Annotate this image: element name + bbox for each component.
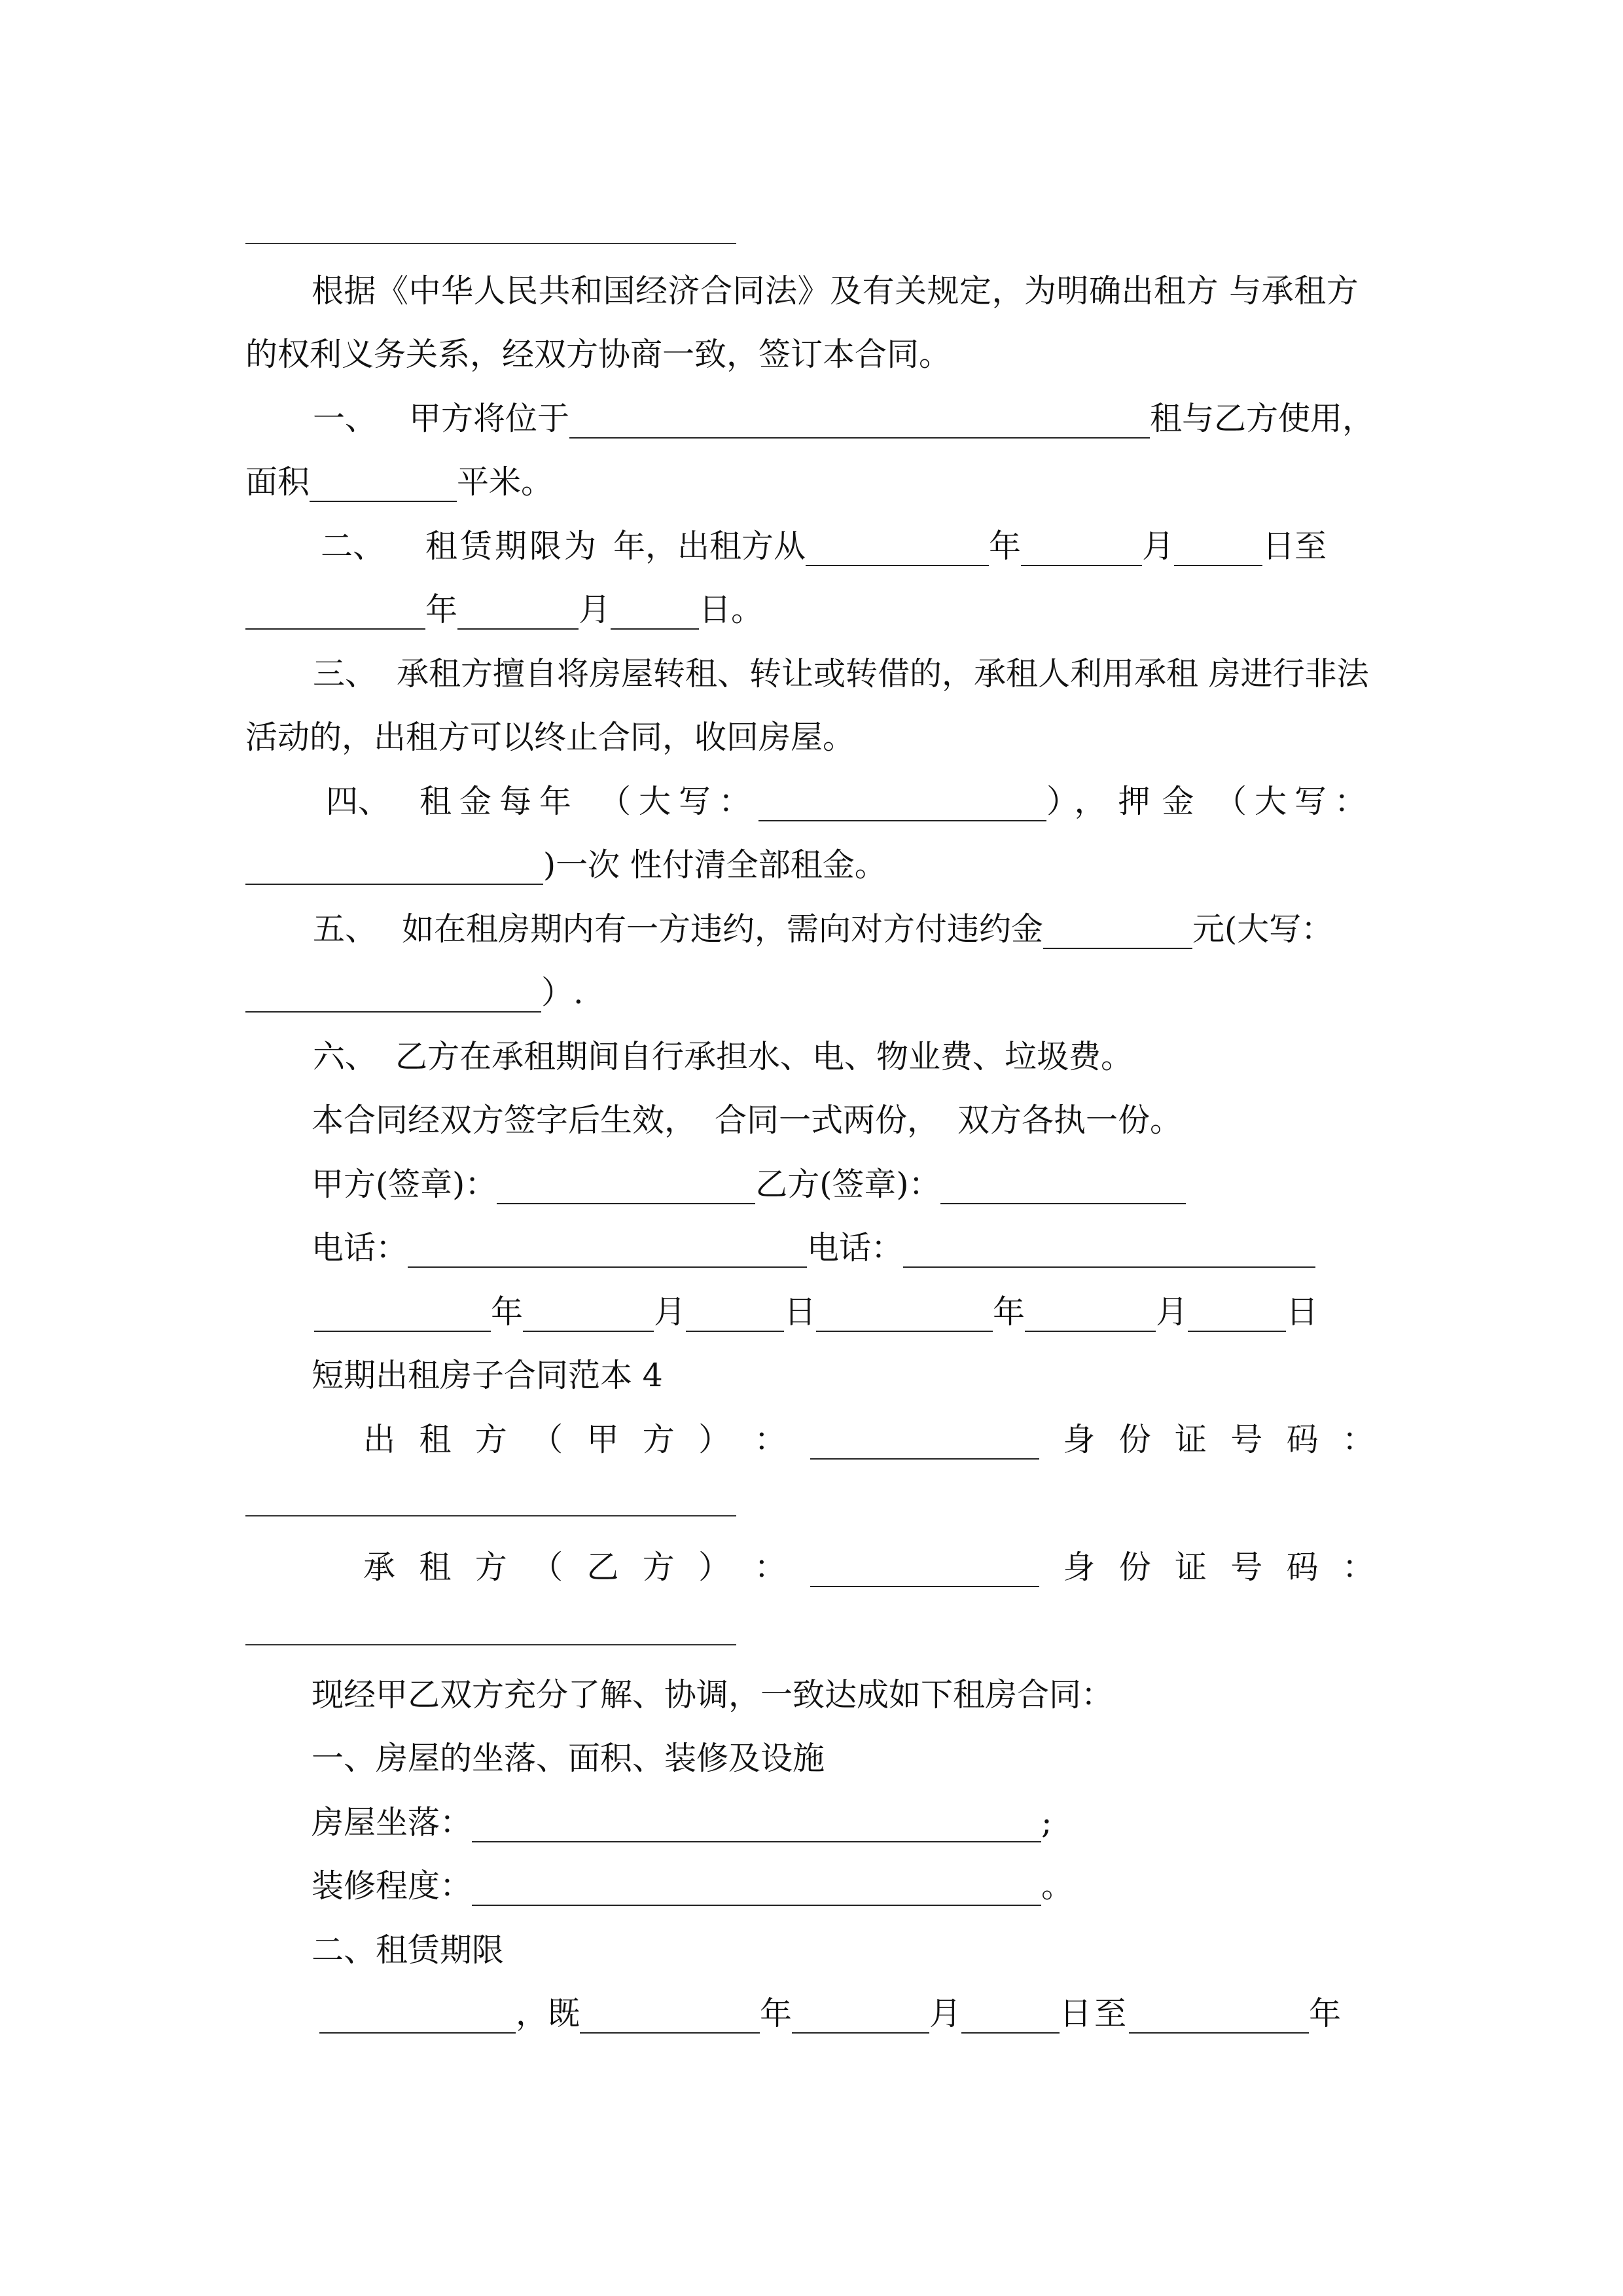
signature-line [312, 1165, 1374, 1204]
lessor-line [363, 1420, 1374, 1460]
term-text-a: ，既 [516, 1995, 580, 2032]
lessor-char-8: ： [754, 1421, 787, 1458]
term-start-year-blank[interactable] [580, 2002, 760, 2034]
clause-4-tail: )一次 性付清全部租金。 [543, 846, 887, 884]
preamble-text-2: 的权利义务关系，经双方协商一致，签订本合同。 [245, 336, 952, 373]
date-line [314, 1293, 1374, 1332]
lessee-char-7: ） [698, 1549, 731, 1586]
term-line [319, 1994, 1374, 2034]
lessor-id-char-3: 证 [1174, 1421, 1207, 1458]
lessor-char-1: 出 [363, 1421, 396, 1458]
clause-1-text-a: 甲方将位于 [409, 400, 570, 437]
lessee-char-2: 租 [419, 1549, 452, 1586]
lessor-id-char-2: 份 [1118, 1421, 1151, 1458]
party-b-year-blank[interactable] [816, 1300, 993, 1332]
lessor-char-3: 方 [474, 1421, 507, 1458]
clause-5-line-2 [245, 973, 1374, 1013]
clause-2-line-2 [245, 590, 1374, 630]
clause-4-daxie-open-2: （大写： [1214, 783, 1374, 820]
term-length-blank[interactable] [319, 2002, 516, 2034]
effect-line [312, 1101, 1374, 1140]
lessor-char-5: 甲 [586, 1421, 619, 1458]
intro-line [312, 1676, 1374, 1715]
location-blank[interactable] [472, 1811, 1041, 1842]
party-a-sign-label: 甲方(签章)： [312, 1166, 497, 1203]
lessee-line [363, 1548, 1374, 1587]
lessor-id-char-4: 号 [1230, 1421, 1263, 1458]
clause-4-close: ），押金 [1046, 783, 1206, 820]
lessee-char-5: 乙 [586, 1549, 619, 1586]
clause-5-line-1 [313, 910, 1374, 949]
lessee-id-char-2: 份 [1118, 1549, 1151, 1586]
lessee-id-underline [245, 1644, 736, 1645]
party-b-sign-blank[interactable] [940, 1173, 1186, 1204]
clause-2-start-year-blank[interactable] [806, 535, 989, 566]
term-year-label: 年 [760, 1995, 793, 2032]
party-a-day-blank[interactable] [686, 1300, 784, 1332]
lessor-char-7: ） [698, 1421, 731, 1458]
lessee-char-4: （ [531, 1549, 563, 1586]
party-b-day-label: 日 [1286, 1293, 1319, 1331]
intro-text: 现经甲乙双方充分了解、协调，一致达成如下租房合同： [312, 1676, 1114, 1713]
location-label: 房屋坐落： [312, 1804, 473, 1841]
clause-4-rent-amount-blank[interactable] [758, 790, 1046, 821]
clause-5-daxie-blank[interactable] [245, 981, 541, 1013]
lessee-char-8: ： [754, 1549, 787, 1586]
location-end: ; [1041, 1804, 1052, 1841]
clause-5-number: 五、 [313, 910, 378, 948]
clause-3-line-1 [313, 655, 1374, 694]
lessee-id-char-6: ： [1342, 1549, 1375, 1586]
clause-4-deposit-blank[interactable] [245, 853, 543, 885]
section-2-title-text: 二、租赁期限 [312, 1931, 505, 1969]
clause-6-number: 六、 [313, 1038, 378, 1075]
phone-line [312, 1229, 1374, 1268]
clause-2-start-day-blank[interactable] [1174, 535, 1262, 566]
clause-2-end-month-label: 月 [579, 591, 611, 628]
lessor-char-2: 租 [419, 1421, 452, 1458]
clause-4-rent-label: 租金每年 [419, 783, 580, 820]
section-1-title-text: 一、房屋的坐落、面积、装修及设施 [312, 1740, 825, 1777]
preamble-line-1 [312, 272, 1374, 311]
clause-3-text-2: 活动的，出租方可以终止合同，收回房屋。 [245, 719, 855, 756]
term-year-end: 年 [1309, 1995, 1342, 2032]
clause-5-yuan: 元(大写： [1192, 910, 1334, 948]
party-b-phone-blank[interactable] [903, 1236, 1315, 1268]
clause-1-location-blank[interactable] [569, 407, 1150, 439]
party-b-sign-label: 乙方(签章)： [755, 1166, 941, 1203]
clause-4-line-1 [326, 782, 1374, 821]
clause-1-number: 一、 [313, 400, 378, 437]
sample-4-title [312, 1356, 1374, 1395]
term-month-label: 月 [929, 1995, 962, 2032]
lessee-id-char-1: 身 [1063, 1549, 1096, 1586]
clause-1-area-label: 面积 [245, 463, 310, 501]
section-1-title [312, 1739, 1374, 1778]
clause-1-line-1 [313, 399, 1374, 439]
lessee-id-char-3: 证 [1174, 1549, 1207, 1586]
decor-end: 。 [1041, 1867, 1074, 1905]
clause-2-text-a: 租赁期限为 [425, 528, 599, 565]
lessee-char-1: 承 [363, 1549, 396, 1586]
clause-2-end-month-blank[interactable] [457, 598, 579, 630]
party-b-day-blank[interactable] [1188, 1300, 1286, 1332]
clause-1-area-blank[interactable] [310, 471, 457, 502]
location-line [312, 1803, 1374, 1842]
lessor-id-char-6: ： [1342, 1421, 1375, 1458]
lessor-id-char-1: 身 [1063, 1421, 1096, 1458]
clause-2-text-b: 年，出租方从 [613, 528, 806, 565]
decor-label: 装修程度： [312, 1867, 473, 1905]
clause-5-tail: ）. [541, 974, 584, 1011]
top-underline [245, 243, 736, 244]
clause-5-penalty-blank[interactable] [1043, 918, 1192, 949]
party-a-phone-label: 电话： [312, 1229, 408, 1266]
term-start-month-blank[interactable] [792, 2002, 929, 2034]
party-b-phone-label: 电话： [807, 1229, 904, 1266]
party-a-month-blank[interactable] [523, 1300, 654, 1332]
clause-4-number: 四、 [326, 783, 391, 820]
lessee-name-blank[interactable] [810, 1556, 1039, 1587]
party-b-month-label: 月 [1156, 1293, 1188, 1331]
party-a-month-label: 月 [654, 1293, 687, 1331]
clause-4-daxie-open: （大写： [599, 783, 759, 820]
lessor-char-6: 方 [642, 1421, 675, 1458]
decor-line [312, 1867, 1374, 1906]
lessee-char-6: 方 [642, 1549, 675, 1586]
clause-1-area-unit: 平米。 [457, 463, 554, 501]
sample-4-title-text: 短期出租房子合同范本 4 [312, 1357, 663, 1394]
term-day-to: 日至 [1060, 1995, 1130, 2032]
clause-2-line-1 [321, 527, 1374, 566]
clause-2-day-end: 日。 [699, 591, 764, 628]
section-2-title [312, 1931, 1374, 1970]
clause-6-line [313, 1037, 1374, 1077]
effect-text-a: 本合同经双方签字后生效， [312, 1102, 697, 1139]
clause-3-text-1: 承租方擅自将房屋转租、转让或转借的，承租人利用承租 房进行非法 [397, 655, 1369, 692]
lessor-name-blank[interactable] [810, 1428, 1039, 1460]
party-b-year-label: 年 [993, 1293, 1026, 1331]
clause-2-number: 二、 [321, 528, 385, 565]
party-a-day-label: 日 [784, 1293, 817, 1331]
clause-2-end-day-blank[interactable] [611, 598, 699, 630]
party-a-year-label: 年 [491, 1293, 524, 1331]
lessee-id-char-5: 码 [1286, 1549, 1319, 1586]
party-a-phone-blank[interactable] [408, 1236, 807, 1268]
preamble-line-2 [245, 335, 1374, 374]
term-start-day-blank[interactable] [961, 2002, 1060, 2034]
effect-text-c: 双方各执一份。 [957, 1102, 1183, 1139]
party-a-year-blank[interactable] [314, 1300, 491, 1332]
clause-2-end-year-label: 年 [425, 591, 458, 628]
lessor-id-underline [245, 1515, 736, 1516]
clause-3-number: 三、 [313, 655, 378, 692]
lessee-id-char-4: 号 [1230, 1549, 1263, 1586]
lessee-char-3: 方 [474, 1549, 507, 1586]
clause-4-line-2 [245, 846, 1374, 885]
lessor-char-4: （ [531, 1421, 563, 1458]
clause-2-start-month-blank[interactable] [1021, 535, 1142, 566]
clause-2-month-label: 月 [1142, 528, 1175, 565]
clause-2-end-year-blank[interactable] [245, 598, 425, 630]
clause-1-text-b: 租与乙方使用， [1149, 400, 1374, 437]
decor-blank[interactable] [472, 1874, 1041, 1906]
party-a-sign-blank[interactable] [497, 1173, 755, 1204]
clause-2-day-to: 日至 [1262, 528, 1327, 565]
preamble-text-1: 根据《中华人民共和国经济合同法》及有关规定，为明确出租方 与承租方 [312, 272, 1359, 310]
lessor-id-char-5: 码 [1286, 1421, 1319, 1458]
clause-5-text: 如在租房期内有一方违约，需向对方付违约金 [402, 910, 1044, 948]
clause-2-year-label: 年 [989, 528, 1022, 565]
clause-3-line-2 [245, 718, 1374, 757]
clause-6-text: 乙方在承租期间自行承担水、电、物业费、垃圾费。 [395, 1038, 1133, 1075]
party-b-month-blank[interactable] [1025, 1300, 1156, 1332]
term-end-year-blank[interactable] [1129, 2002, 1309, 2034]
clause-1-line-2 [245, 463, 1374, 502]
effect-text-b: 合同一式两份， [715, 1102, 940, 1139]
